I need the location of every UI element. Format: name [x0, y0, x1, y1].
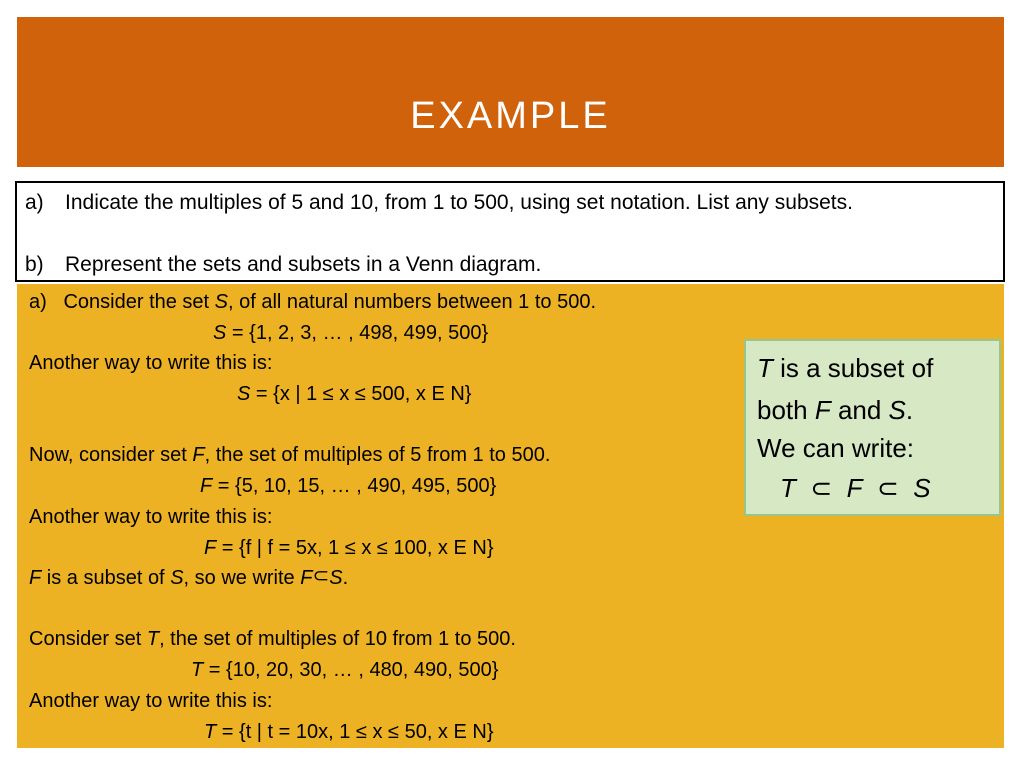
question-marker: b)	[25, 253, 44, 276]
text: , the set of multiples of 5 from 1 to 500.	[204, 444, 551, 466]
text: = {f | f = 5x, 1 ≤ x ≤ 100, x E N}	[216, 537, 494, 559]
list-marker: a)	[29, 291, 47, 313]
question-text: Represent the sets and subsets in a Venn diagram.	[65, 253, 542, 276]
text: Consider set	[29, 628, 147, 650]
set-variable: T	[780, 473, 796, 503]
text: .	[342, 567, 349, 589]
set-variable: S	[888, 395, 906, 425]
body-line-f-subset	[29, 565, 348, 591]
subset-callout	[744, 339, 1001, 516]
set-variable: T	[757, 353, 773, 383]
set-variable: F	[814, 395, 831, 425]
set-variable: F	[204, 537, 217, 559]
body-line-another-way: Another way to write this is:	[29, 506, 273, 528]
question-text: Indicate the multiples of 5 and 10, from 1 to 500, using set notation. List any subsets.	[65, 191, 853, 214]
text: , so we write	[183, 567, 301, 589]
text: Now, consider set	[29, 444, 193, 466]
callout-relation	[780, 469, 931, 507]
text: = {t | t = 10x, 1 ≤ x ≤ 50, x E N}	[216, 721, 494, 743]
set-variable: F	[300, 567, 313, 589]
text: = {5, 10, 15, … , 490, 495, 500}	[212, 475, 497, 497]
set-variable: S	[913, 473, 931, 503]
text: both	[757, 395, 815, 425]
text: is a subset of	[772, 353, 934, 383]
subset-symbol: ⊂	[876, 473, 899, 503]
set-variable: T	[191, 659, 204, 681]
body-line-s-builder	[237, 381, 472, 407]
set-variable: S	[237, 383, 251, 405]
text: and	[830, 395, 889, 425]
text: = {1, 2, 3, … , 498, 499, 500}	[226, 322, 489, 344]
set-variable: S	[214, 291, 229, 313]
title-bar	[17, 17, 1004, 167]
body-line-s-list	[213, 320, 488, 346]
body-line-set-t-intro	[29, 626, 516, 652]
set-variable: T	[146, 628, 160, 650]
text: , the set of multiples of 10 from 1 to 500.	[159, 628, 516, 650]
text: = {x | 1 ≤ x ≤ 500, x E N}	[250, 383, 472, 405]
callout-line: We can write:	[757, 433, 915, 463]
set-variable: F	[29, 567, 42, 589]
subset-symbol: ⊂	[312, 565, 330, 587]
text: = {10, 20, 30, … , 480, 490, 500}	[203, 659, 499, 681]
set-variable: S	[170, 567, 184, 589]
text: , of all natural numbers between 1 to 500.	[228, 291, 597, 313]
body-line-set-f-intro	[29, 442, 550, 468]
question-marker: a)	[25, 191, 44, 214]
body-line-set-s-intro	[29, 289, 596, 315]
question-box	[15, 181, 1005, 282]
body-line-f-builder	[204, 535, 494, 561]
text: is a subset of	[41, 567, 171, 589]
text: Consider the set	[63, 291, 215, 313]
body-line-f-list	[200, 473, 496, 499]
text: .	[905, 395, 914, 425]
subset-symbol: ⊂	[810, 473, 833, 503]
set-variable: T	[204, 721, 217, 743]
set-variable: F	[192, 444, 205, 466]
set-variable: S	[213, 322, 227, 344]
callout-line	[757, 349, 933, 387]
body-line-another-way: Another way to write this is:	[29, 352, 273, 374]
body-line-t-builder	[204, 719, 494, 745]
body-line-another-way: Another way to write this is:	[29, 690, 273, 712]
body-line-t-list	[191, 657, 498, 683]
set-variable: F	[200, 475, 213, 497]
callout-line	[757, 391, 913, 429]
slide-title: EXAMPLE	[410, 95, 611, 137]
set-variable: F	[846, 473, 863, 503]
set-variable: S	[329, 567, 343, 589]
